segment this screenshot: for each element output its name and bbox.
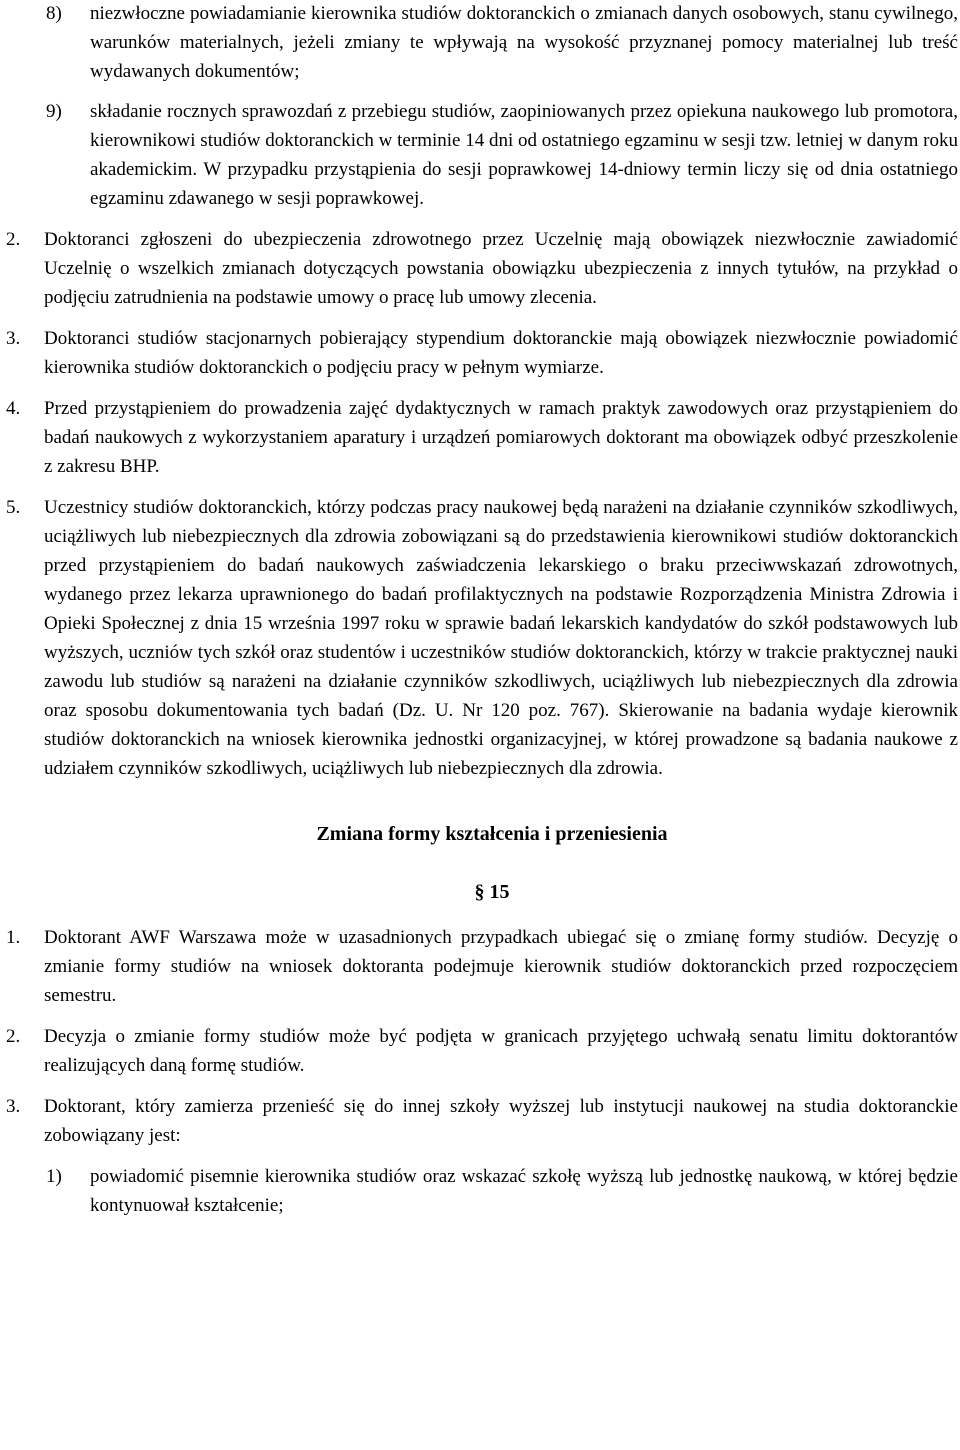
section-point-3 (0, 1092, 960, 1150)
list-item-8 (0, 0, 960, 86)
point-text: Doktoranci studiów stacjonarnych pobierający stypendium doktoranckie mają obowiązek niezwłocznie powiadomić kierownika studiów doktoranckich o podjęciu pracy w pełnym wymiarze. (44, 328, 958, 378)
point-number: 5. (6, 497, 21, 518)
point-2 (0, 225, 960, 312)
list-item-text: składanie rocznych sprawozdań z przebiegu studiów, zaopiniowanych przez opiekuna naukowego lub promotora, kierownikowi studiów doktoranckich w terminie 14 dni od ostatniego egzaminu w sesji tzw. letniej w danym roku akademickim. W przypadku przystąpienia do sesji poprawkowej 14-dniowy termin liczy się od dnia ostatniego egzaminu zdawanego w sesji poprawkowej. (90, 101, 958, 209)
point-number: 4. (6, 398, 21, 419)
paragraph-number: § 15 (474, 881, 510, 903)
point-text: Doktorant AWF Warszawa może w uzasadnionych przypadkach ubiegać się o zmianę formy studiów. Decyzję o zmianie formy studiów na wniosek doktoranta podejmuje kierownik studiów doktoranckich przed rozpoczęciem semestru. (44, 927, 958, 1006)
point-number: 1. (6, 927, 21, 948)
point-text: Uczestnicy studiów doktoranckich, którzy podczas pracy naukowej będą narażeni na działanie czynników szkodliwych, uciążliwych lub niebezpiecznych dla zdrowia zobowiązani są do przedstawienia kierownikowi studiów doktoranckich przed przystąpieniem do badań naukowych zaświadczenia lekarskiego o braku przeciwwskazań zdrowotnych, wydanego przez lekarza uprawnionego do badań profilaktycznych na podstawie Rozporządzenia Ministra Zdrowia i Opieki Społecznej z dnia 15 września 1997 roku w sprawie badań lekarskich kandydatów do szkół podstawowych lub wyższych, uczniów tych szkół oraz studentów i uczestników studiów doktoranckich, którzy w trakcie praktycznej nauki zawodu lub studiów są narażeni na działanie czynników szkodliwych, uciążliwych lub niebezpiecznych dla zdrowia oraz sposobu dokumentowania tych badań (Dz. U. Nr 120 poz. 767). Skierowanie na badania wydaje kierownik studiów doktoranckich na wniosek kierownika jednostki organizacyjnej, w której prowadzone są badania naukowe z udziałem czynników szkodliwych, uciążliwych lub niebezpiecznych dla zdrowia. (44, 497, 958, 779)
point-number: 2. (6, 229, 21, 250)
point-text: Doktorant, który zamierza przenieść się do innej szkoły wyższej lub instytucji naukowej na studia doktoranckie zobowiązany jest: (44, 1096, 958, 1146)
point-number: 3. (6, 1096, 21, 1117)
point-text: Przed przystąpieniem do prowadzenia zajęć dydaktycznych w ramach praktyk zawodowych oraz przystąpieniem do badań naukowych z wykorzystaniem aparatury i urządzeń pomiarowych doktorant ma obowiązek odbyć przeszkolenie z zakresu BHP. (44, 398, 958, 477)
list-item-9 (0, 97, 960, 213)
list-item-text: powiadomić pisemnie kierownika studiów oraz wskazać szkołę wyższą lub jednostkę naukową, w której będzie kontynuował kształcenie; (90, 1166, 958, 1216)
section-list-item-1 (0, 1162, 960, 1220)
point-text: Decyzja o zmianie formy studiów może być podjęta w granicach przyjętego uchwałą senatu limitu doktorantów realizujących daną formę studiów. (44, 1026, 958, 1076)
list-item-number: 8) (46, 3, 62, 24)
list-item-number: 1) (46, 1166, 62, 1187)
point-4 (0, 394, 960, 481)
list-item-text: niezwłoczne powiadamianie kierownika studiów doktoranckich o zmianach danych osobowych, stanu cywilnego, warunków materialnych, jeżeli zmiany te wpływają na wysokość przyznanej pomocy materialnej lub treść wydawanych dokumentów; (90, 3, 958, 82)
point-number: 3. (6, 328, 21, 349)
point-3 (0, 324, 960, 382)
point-5 (0, 493, 960, 783)
section-point-2 (0, 1022, 960, 1080)
point-number: 2. (6, 1026, 21, 1047)
section-point-1 (0, 923, 960, 1010)
list-item-number: 9) (46, 101, 62, 122)
section-heading: Zmiana formy kształcenia i przeniesienia (316, 823, 668, 845)
point-text: Doktoranci zgłoszeni do ubezpieczenia zdrowotnego przez Uczelnię mają obowiązek niezwłocznie zawiadomić Uczelnię o wszelkich zmianach dotyczących powstania obowiązku ubezpieczenia z innych tytułów, na przykład o podjęciu zatrudnienia na podstawie umowy o pracę lub umowy zlecenia. (44, 229, 958, 308)
